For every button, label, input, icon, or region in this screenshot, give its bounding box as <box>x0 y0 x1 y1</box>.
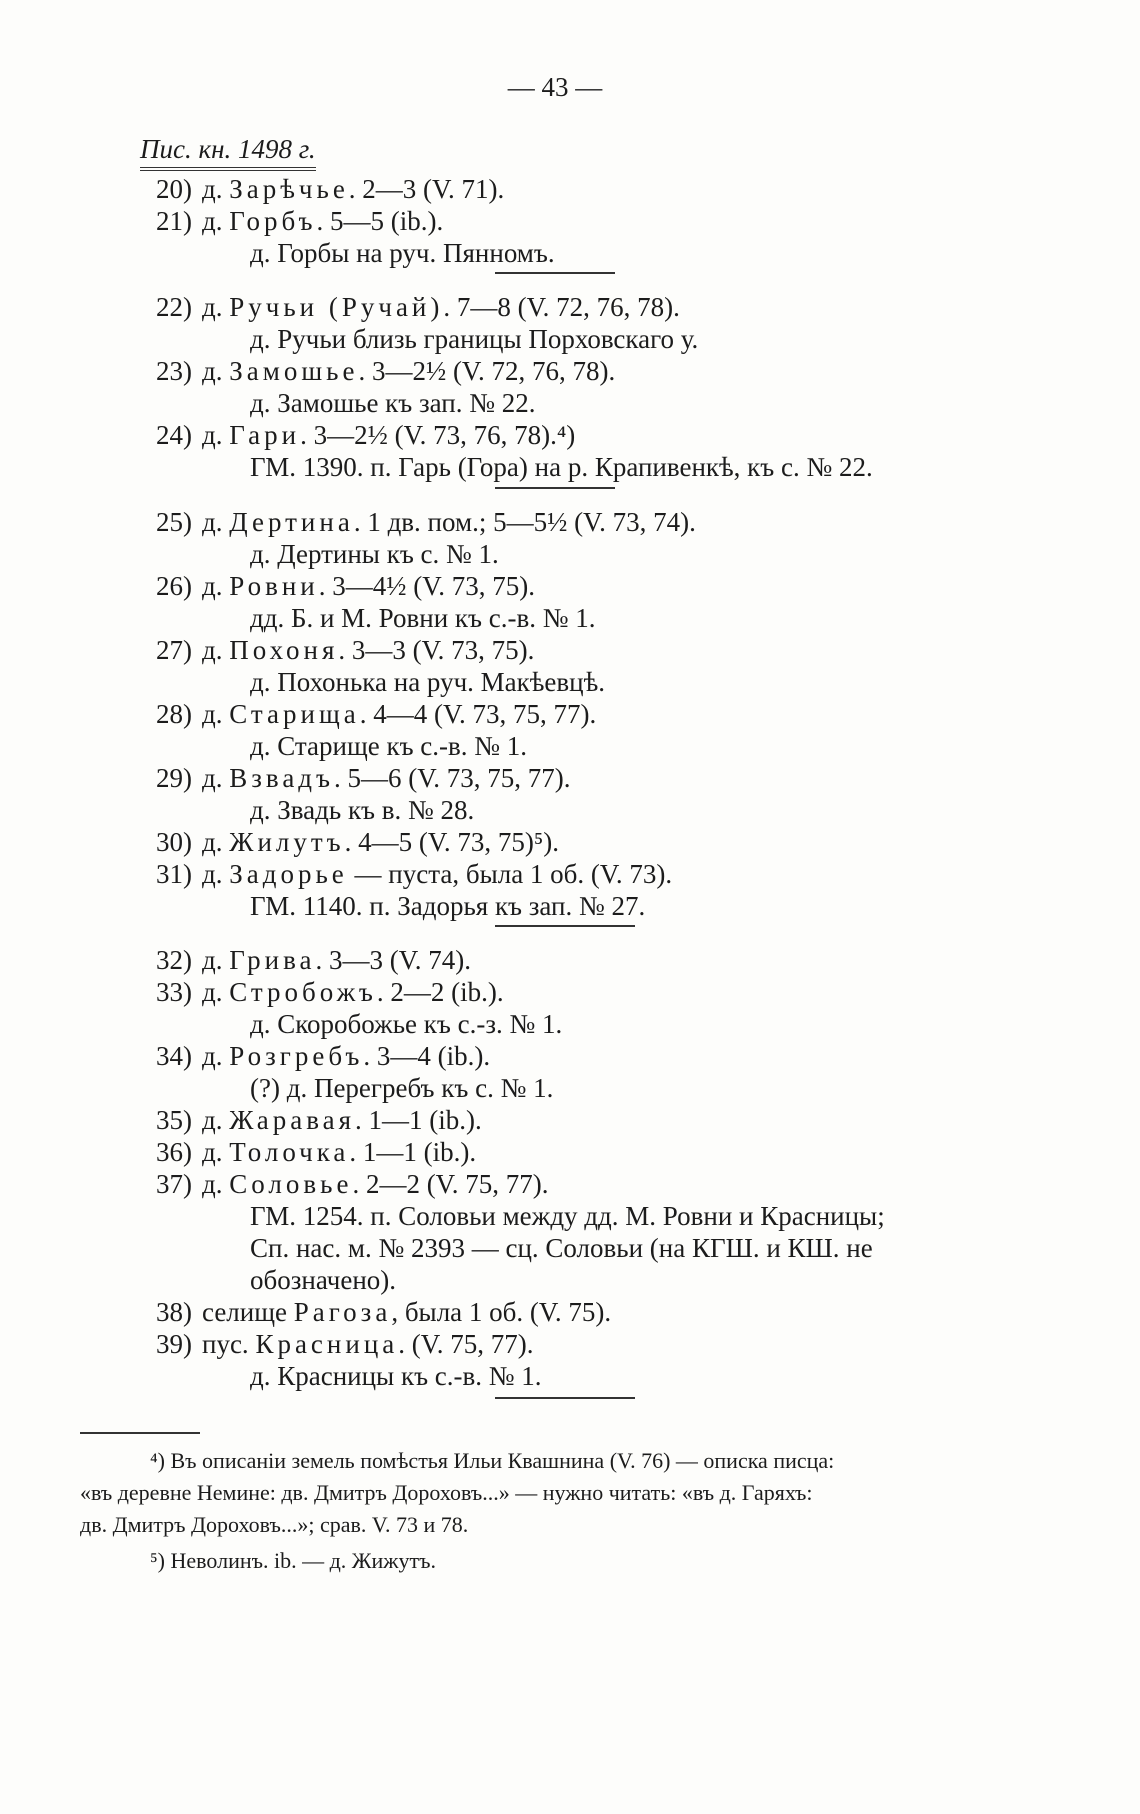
entry-number: 24) <box>156 420 192 450</box>
entry-details: . 1—1 (ib.). <box>355 1105 482 1135</box>
entry-note: ГМ. 1254. п. Соловьи между дд. М. Ровни и Красницы; <box>250 1201 885 1231</box>
section-header: Пис. кн. 1498 г. <box>140 134 316 171</box>
section-divider <box>495 272 615 274</box>
entry-details: . (V. 75, 77). <box>398 1329 534 1359</box>
entry-placename: Старища <box>229 699 360 729</box>
entry-prefix: д. <box>202 1105 230 1135</box>
entry-line <box>140 1327 534 1361</box>
entry-placename: Зарѣчье <box>229 174 349 204</box>
entry-note: ГМ. 1390. п. Гарь (Гора) на р. Крапивенкѣ, къ с. № 22. <box>250 452 873 482</box>
entry-line <box>140 172 504 206</box>
entry-line <box>140 1039 490 1073</box>
entry-line <box>140 418 575 452</box>
entry-note: д. Похонька на руч. Макѣевцѣ. <box>250 667 606 697</box>
footnote-line: дв. Дмитръ Дороховъ...»; срав. V. 73 и 78. <box>80 1512 469 1537</box>
entry-placename: Стробожъ <box>229 977 377 1007</box>
entry-note: д. Ручьи близь границы Порховскаго у. <box>250 324 699 354</box>
entry-details: — пуста, была 1 об. (V. 73). <box>347 859 673 889</box>
entry-line <box>140 975 504 1009</box>
entry-placename: Жилутъ <box>229 827 345 857</box>
section-divider <box>80 1432 200 1434</box>
entry-prefix: д. <box>202 356 230 386</box>
entry-line <box>140 204 443 238</box>
entry-line <box>140 569 535 603</box>
entry-prefix: д. <box>202 763 230 793</box>
entry-number: 27) <box>156 635 192 665</box>
entry-number: 33) <box>156 977 192 1007</box>
section-divider <box>495 1397 635 1399</box>
entry-number: 25) <box>156 507 192 537</box>
entry-note: дд. Б. и М. Ровни къ с.-в. № 1. <box>250 603 596 633</box>
entry-note: д. Старище къ с.-в. № 1. <box>250 731 528 761</box>
entry-number: 36) <box>156 1137 192 1167</box>
entry-prefix: д. <box>202 1169 230 1199</box>
entry-line <box>140 857 672 891</box>
entry-placename: Красница <box>255 1329 399 1359</box>
entry-prefix: селище <box>202 1297 294 1327</box>
entry-prefix: д. <box>202 977 230 1007</box>
entry-prefix: д. <box>202 1137 230 1167</box>
entry-details: . 1—1 (ib.). <box>349 1137 477 1167</box>
entry-number: 29) <box>156 763 192 793</box>
entry-note: д. Скоробожье къ с.-з. № 1. <box>250 1009 563 1039</box>
entry-details: . 3—4 (ib.). <box>363 1041 491 1071</box>
entry-prefix: д. <box>202 174 230 204</box>
entry-note: д. Звадь къ в. № 28. <box>250 795 475 825</box>
entry-placename: Соловье <box>229 1169 353 1199</box>
entry-line <box>140 354 615 388</box>
section-divider <box>495 487 615 489</box>
entry-details: . 7—8 (V. 72, 76, 78). <box>443 292 680 322</box>
entry-prefix: д. <box>202 635 230 665</box>
entry-details: . 3—2½ (V. 72, 76, 78). <box>358 356 616 386</box>
entry-details: . 5—5 (ib.). <box>316 206 444 236</box>
entry-number: 28) <box>156 699 192 729</box>
entry-note: ГМ. 1140. п. Задорья къ зап. № 27. <box>250 891 646 921</box>
entry-number: 31) <box>156 859 192 889</box>
entry-number: 22) <box>156 292 192 322</box>
entry-prefix: д. <box>202 507 230 537</box>
entry-placename: Толочка <box>229 1137 350 1167</box>
footnote-line: ⁴) Въ описаніи земель помѣстья Ильи Квашнина (V. 76) — описка писца: <box>150 1448 835 1473</box>
entry-details: . 4—4 (V. 73, 75, 77). <box>359 699 597 729</box>
entry-placename: Рагоза <box>293 1297 392 1327</box>
entry-number: 39) <box>156 1329 192 1359</box>
entry-details: . 2—3 (V. 71). <box>348 174 505 204</box>
entry-placename: Замошье <box>229 356 359 386</box>
entry-placename: Грива <box>229 945 316 975</box>
entry-note: д. Красницы къ с.-в. № 1. <box>250 1361 542 1391</box>
entry-note: д. Горбы на руч. Пянномъ. <box>250 238 555 268</box>
entry-details: , была 1 об. (V. 75). <box>391 1297 612 1327</box>
footnote-line: ⁵) Неволинъ. ib. — д. Жижутъ. <box>150 1548 436 1573</box>
entry-number: 32) <box>156 945 192 975</box>
entry-prefix: д. <box>202 571 230 601</box>
entry-placename: Взвадъ <box>229 763 334 793</box>
entry-note: Сп. нас. м. № 2393 — сц. Соловьи (на КГШ. и КШ. не <box>250 1233 873 1263</box>
entry-prefix: пус. <box>202 1329 256 1359</box>
entry-details: . 3—4½ (V. 73, 75). <box>318 571 536 601</box>
entry-note: обозначено). <box>250 1265 397 1295</box>
entry-note: (?) д. Перегребъ къ с. № 1. <box>250 1073 554 1103</box>
entry-number: 37) <box>156 1169 192 1199</box>
entry-placename: Ровни <box>229 571 319 601</box>
entry-number: 35) <box>156 1105 192 1135</box>
entry-prefix: д. <box>202 827 230 857</box>
entry-prefix: д. <box>202 420 230 450</box>
entry-number: 34) <box>156 1041 192 1071</box>
entry-placename: Гари <box>229 420 301 450</box>
entry-details: . 1 дв. пом.; 5—5½ (V. 73, 74). <box>353 507 696 537</box>
entry-placename: Задорье <box>229 859 348 889</box>
page-number: — 43 — <box>507 72 603 102</box>
entry-placename: Горбъ <box>229 206 317 236</box>
entry-line <box>140 943 471 977</box>
entry-placename: Жаравая <box>229 1105 356 1135</box>
entry-number: 30) <box>156 827 192 857</box>
entry-line <box>140 761 571 795</box>
entry-details: . 2—2 (V. 75, 77). <box>352 1169 549 1199</box>
entry-line <box>140 825 559 859</box>
entry-placename: Ручьи (Ручай) <box>229 292 444 322</box>
entry-number: 23) <box>156 356 192 386</box>
entry-prefix: д. <box>202 699 230 729</box>
entry-details: . 3—3 (V. 73, 75). <box>338 635 535 665</box>
entry-line <box>140 505 696 539</box>
entry-note: д. Замошье къ зап. № 22. <box>250 388 536 418</box>
entry-details: . 4—5 (V. 73, 75)⁵). <box>344 827 560 857</box>
entry-line <box>140 1167 548 1201</box>
entry-line <box>140 1135 476 1169</box>
entry-prefix: д. <box>202 292 230 322</box>
entry-line <box>140 697 596 731</box>
entry-line <box>140 1295 611 1329</box>
entry-placename: Розгребъ <box>229 1041 364 1071</box>
entry-number: 38) <box>156 1297 192 1327</box>
section-divider <box>495 925 635 927</box>
entry-number: 21) <box>156 206 192 236</box>
entry-prefix: д. <box>202 206 230 236</box>
entry-line <box>140 1103 482 1137</box>
entry-details: . 3—2½ (V. 73, 76, 78).⁴) <box>300 420 576 450</box>
entry-prefix: д. <box>202 945 230 975</box>
entry-placename: Похоня <box>229 635 339 665</box>
entry-line <box>140 633 534 667</box>
entry-number: 26) <box>156 571 192 601</box>
entry-details: . 5—6 (V. 73, 75, 77). <box>334 763 571 793</box>
entry-note: д. Дертины къ с. № 1. <box>250 539 499 569</box>
footnote-line: «въ деревне Немине: дв. Дмитръ Дороховъ...» — нужно читать: «въ д. Гаряхъ: <box>80 1480 813 1505</box>
entry-prefix: д. <box>202 1041 230 1071</box>
entry-details: . 2—2 (ib.). <box>376 977 504 1007</box>
entry-number: 20) <box>156 174 192 204</box>
entry-line <box>140 290 680 324</box>
entry-prefix: д. <box>202 859 230 889</box>
entry-details: . 3—3 (V. 74). <box>315 945 471 975</box>
entry-placename: Дертина <box>229 507 354 537</box>
